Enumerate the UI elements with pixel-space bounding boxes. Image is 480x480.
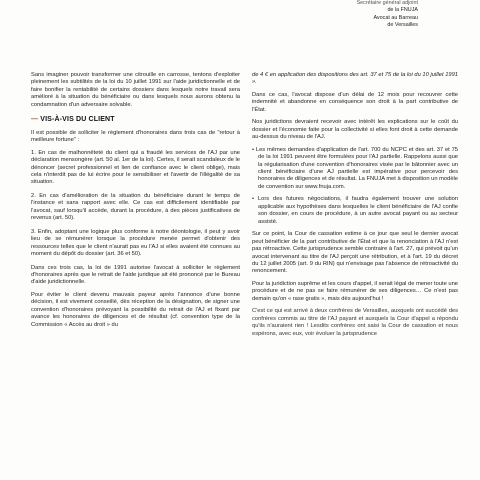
right-column xyxy=(252,72,458,343)
numbered-paragraph-1: 1. En cas de malhonnêteté du client qui a fraudé les services de l'AJ par une déclaration mensongère (art. 50 al. 1er de la loi). Certes, il serait scandaleux de le dénoncer (secret professionnel et lien de confiance avec le client oblige), mais cela n'interdit pas de lui écrire pour le sensibiliser et l'avertir de l'illégalité de sa situation. xyxy=(31,149,240,186)
numbered-paragraph-2: 2. En cas d'amélioration de la situation du bénéficiaire durant le temps de l'instance et sans rapport avec elle. Ce cas est difficilement identifiable par l'avocat, sauf lorsqu'il accède, durant la procédure, à des pièces justificatives de revenus (art. 50). xyxy=(31,192,240,222)
bullet-item-1: • Les mêmes demandes d'application de l'art. 700 du NCPC et des art. 37 et 75 de la loi 1991 peuvent être formulées pour l'AJ partielle. Rappelons aussi que la régularisation d'une convention d'honoraires visée par le bâtonnier avec un client bénéficiaire d'une AJ partielle est impérative pour percevoir des honoraires de diligences et de résultat. La FNUJA met à disposition un modèle de convention sur www.fnuja.com. xyxy=(252,146,458,190)
paragraph: Sur ce point, la Cour de cassation estime à ce jour que seul le dernier avocat peut bénéficier de la part contributive de l'État et que la renonciation à l'AJ n'est pas rétroactive. Cette jurisprudence semble contraire à l'art. 27, qui prévoit qu'un avocat intervenant au titre de l'AJ perçoit une rétribution, et à l'art. 19 du décret du 12 juillet 2005 (art. 9 du RIN) qui n'envisage pas l'absence de rétroactivité du renoncement. xyxy=(252,231,458,275)
section-heading xyxy=(31,116,240,123)
author-role-line: Avocat au Barreau xyxy=(373,14,418,21)
paragraph: Il est possible de solliciter le règlement d'honoraires dans trois cas de "retour à meilleure fortune" : xyxy=(31,129,240,144)
intro-paragraph: Sans imaginer pouvoir transformer une citrouille en carrosse, tentons d'exploiter pleinement les subtilités de la loi du 10 juillet 1991 sur l'aide juridictionnelle et de faire bonifier la rentabilité de certains dossiers dans lesquels notre travail sera amélioré à la situation du bénéficiaire ou dans lesquels nous aurons obtenu la condamnation d'un adversaire solvable. xyxy=(31,72,240,108)
paragraph: Pour éviter le client devenu mauvais payeur après l'annonce d'une bonne décision, il est vivement conseillé, dès réception de la désignation, de signer une convention d'honoraires prévoyant la possibilité du retrait de l'AJ et fixant par avance les honoraires de diligences et de résultat (cf. convention type de la Commission « Accès au droit » du xyxy=(31,291,240,328)
continued-quote: de 4 € en application des dispositions des art. 37 et 75 de la loi du 10 juillet 1991 ». xyxy=(252,72,458,86)
author-bar-line: de Versailles xyxy=(387,21,418,28)
author-title-line: Secrétaire général adjoint xyxy=(356,0,418,6)
paragraph: Dans ces trois cas, la loi de 1991 autorise l'avocat à solliciter le règlement d'honoraires après que le retrait de l'aide juridique ait été prononcé par le Bureau d'aide juridictionnelle. xyxy=(31,264,240,286)
paragraph: C'est ce qui est arrivé à deux confrères de Versailles, auxquels ont succédé des confrères commis au titre de l'AJ payant et auxquels la Cour d'appel a répondu qu'ils n'auraient rien ! Lesdits confrères ont saisi la Cour de cassation et nous espérons, avec eux, voir évoluer la jurisprudence xyxy=(252,308,458,337)
heading-dash: — xyxy=(31,116,39,124)
numbered-paragraph-3: 3. Enfin, adoptant une logique plus conforme à notre déontologie, il peut y avoir lieu de se rémunérer lorsque la procédure menée permet d'obtenir des ressources telles que le client n'aurait pas eu l'AJ si elles avaient été connues au moment du dépôt du dossier (art. 36 et 50). xyxy=(31,228,240,258)
left-column xyxy=(31,72,240,334)
heading-text: VIS-À-VIS DU CLIENT xyxy=(40,116,115,124)
author-block xyxy=(357,0,418,29)
paragraph: Dans ce cas, l'avocat dispose d'un délai de 12 mois pour recouvrer cette indemnité et abandonne en conséquence son droit à la part contributive de l'État. xyxy=(252,91,458,113)
paragraph: Pour la juridiction suprême et les cours d'appel, il serait légal de mener toute une procédure et de ne pas se faire rémunérer de ses diligences… Ce n'est pas demain qu'on « rase gratis », mais dès aujourd'hui ! xyxy=(252,280,458,302)
author-org-line: de la FNUJA xyxy=(387,7,418,14)
paragraph: Nos juridictions devraient recevoir avec intérêt les explications sur le coût du dossier et l'économie faite pour la collectivité si elles font droit à cette demande au-dessus du niveau de l'AJ. xyxy=(252,119,458,141)
bullet-item-2: • Lors des futures négociations, il faudra également trouver une solution applicable aux hypothèses dans lesquelles le client bénéficiaire de l'AJ confie son dossier, en cours de procédure, à un autre avocat payant ou au secteur assisté. xyxy=(252,196,458,225)
